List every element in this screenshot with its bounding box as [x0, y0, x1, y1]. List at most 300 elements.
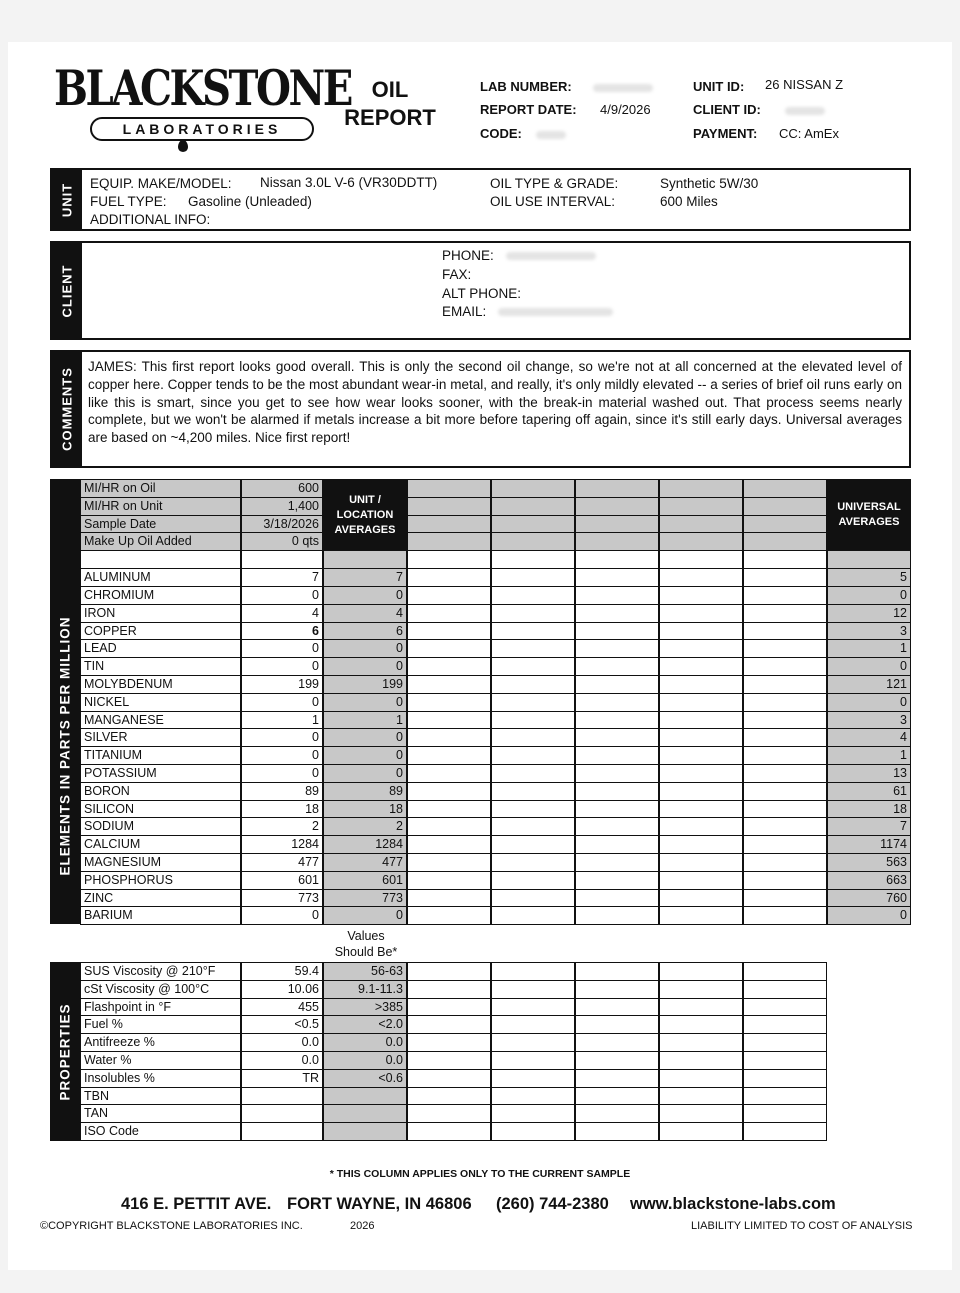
element-name: BORON [80, 782, 241, 801]
property-history-cell [575, 980, 659, 999]
property-history-cell [575, 962, 659, 981]
additional-info-label: ADDITIONAL INFO: [90, 212, 211, 227]
property-should-be: 9.1-11.3 [323, 980, 407, 999]
element-unit-average: 0 [323, 657, 407, 676]
element-history-cell [491, 693, 575, 712]
element-unit-average: 773 [323, 889, 407, 908]
element-value: 2 [241, 817, 323, 836]
element-history-cell [659, 604, 743, 623]
sample-history-cell [743, 497, 827, 516]
property-history-cell [743, 998, 827, 1017]
element-value: 0 [241, 586, 323, 605]
element-history-cell [575, 817, 659, 836]
element-history-cell [491, 728, 575, 747]
element-history-cell [575, 604, 659, 623]
payment-value: CC: AmEx [779, 126, 839, 141]
unit-side-label: UNIT [52, 170, 82, 229]
element-history-cell [575, 586, 659, 605]
property-name: Flashpoint in °F [80, 998, 241, 1017]
element-universal-average: 12 [827, 604, 911, 623]
client-side-label: CLIENT [52, 243, 82, 338]
element-history-cell [659, 782, 743, 801]
element-name: IRON [80, 604, 241, 623]
element-history-cell [407, 853, 491, 872]
element-history-cell [491, 871, 575, 890]
element-value: 4 [241, 604, 323, 623]
element-history-cell [575, 764, 659, 783]
element-name: ZINC [80, 889, 241, 908]
element-history-cell [659, 711, 743, 730]
property-history-cell [491, 1015, 575, 1034]
sample-info-label: Make Up Oil Added [80, 532, 241, 551]
property-should-be: 56-63 [323, 962, 407, 981]
sample-history-cell [491, 497, 575, 516]
element-unit-average: 6 [323, 622, 407, 641]
phone-row [442, 248, 596, 263]
element-history-cell [407, 586, 491, 605]
element-unit-average: 0 [323, 586, 407, 605]
element-name: NICKEL [80, 693, 241, 712]
footer-city: FORT WAYNE, IN 46806 [287, 1195, 472, 1213]
property-name: cSt Viscosity @ 100°C [80, 980, 241, 999]
client-id [693, 102, 825, 117]
element-value: 6 [241, 622, 323, 641]
element-history-cell [491, 817, 575, 836]
element-history-cell [407, 622, 491, 641]
element-history-cell [575, 711, 659, 730]
sample-history-cell [659, 515, 743, 534]
element-history-cell [743, 800, 827, 819]
element-history-cell [407, 693, 491, 712]
fuel-value: Gasoline (Unleaded) [188, 194, 312, 209]
sample-info-label: MI/HR on Oil [80, 479, 241, 498]
element-name: SODIUM [80, 817, 241, 836]
element-history-cell [491, 604, 575, 623]
sample-info-label: MI/HR on Unit [80, 497, 241, 516]
sample-history-cell [491, 479, 575, 498]
element-history-cell [659, 586, 743, 605]
element-universal-average: 13 [827, 764, 911, 783]
property-history-cell [575, 1015, 659, 1034]
element-value: 0 [241, 693, 323, 712]
equip-label: EQUIP. MAKE/MODEL: [90, 176, 232, 191]
element-history-cell [743, 817, 827, 836]
element-history-cell [407, 604, 491, 623]
property-history-cell [491, 1122, 575, 1141]
element-history-cell [659, 675, 743, 694]
property-name: SUS Viscosity @ 210°F [80, 962, 241, 981]
element-history-cell [491, 586, 575, 605]
comments-section [50, 350, 911, 468]
element-unit-average: 18 [323, 800, 407, 819]
element-history-cell [407, 639, 491, 658]
property-value: 59.4 [241, 962, 323, 981]
element-universal-average: 18 [827, 800, 911, 819]
sample-history-cell [491, 515, 575, 534]
element-unit-average: 0 [323, 746, 407, 765]
report-date [480, 102, 651, 117]
property-history-cell [743, 980, 827, 999]
footer-website[interactable]: www.blackstone-labs.com [630, 1195, 836, 1213]
property-history-cell [575, 1033, 659, 1052]
property-history-cell [575, 1104, 659, 1123]
sample-history-cell [407, 515, 491, 534]
property-history-cell [491, 998, 575, 1017]
element-history-cell [743, 675, 827, 694]
client-id-label: CLIENT ID: [693, 102, 761, 117]
element-unit-average: 4 [323, 604, 407, 623]
element-universal-average: 1174 [827, 835, 911, 854]
sample-info-value: 0 qts [241, 532, 323, 551]
element-history-cell [659, 906, 743, 925]
property-should-be: 0.0 [323, 1033, 407, 1052]
element-history-cell [743, 657, 827, 676]
spacer-cell [491, 550, 575, 569]
footer-phone: (260) 744-2380 [496, 1195, 609, 1213]
element-history-cell [575, 746, 659, 765]
property-history-cell [743, 1015, 827, 1034]
element-history-cell [575, 639, 659, 658]
element-name: CHROMIUM [80, 586, 241, 605]
element-unit-average: 1284 [323, 835, 407, 854]
element-unit-average: 2 [323, 817, 407, 836]
sample-history-cell [575, 532, 659, 551]
universal-averages-header: UNIVERSAL AVERAGES [827, 479, 911, 551]
property-history-cell [491, 1051, 575, 1070]
element-history-cell [659, 800, 743, 819]
element-value: 0 [241, 764, 323, 783]
element-value: 89 [241, 782, 323, 801]
redacted-email [498, 308, 613, 316]
property-should-be [323, 1104, 407, 1123]
element-name: CALCIUM [80, 835, 241, 854]
element-history-cell [491, 835, 575, 854]
oil-drop-icon [178, 140, 188, 152]
element-name: SILICON [80, 800, 241, 819]
email-row [442, 304, 613, 319]
spacer-cell [743, 550, 827, 569]
property-history-cell [659, 1122, 743, 1141]
unit-location-averages-header: UNIT / LOCATION AVERAGES [323, 479, 407, 551]
payment-label: PAYMENT: [693, 126, 758, 141]
code-label: CODE: [480, 126, 522, 141]
property-name: TAN [80, 1104, 241, 1123]
property-value: 0.0 [241, 1033, 323, 1052]
element-unit-average: 0 [323, 764, 407, 783]
property-history-cell [659, 1087, 743, 1106]
element-history-cell [491, 622, 575, 641]
property-history-cell [743, 1051, 827, 1070]
property-value: <0.5 [241, 1015, 323, 1034]
element-history-cell [659, 889, 743, 908]
property-history-cell [743, 1087, 827, 1106]
spacer-cell [659, 550, 743, 569]
element-universal-average: 3 [827, 711, 911, 730]
element-value: 0 [241, 906, 323, 925]
element-name: SILVER [80, 728, 241, 747]
element-history-cell [575, 782, 659, 801]
property-history-cell [659, 1104, 743, 1123]
element-history-cell [659, 693, 743, 712]
element-unit-average: 0 [323, 693, 407, 712]
values-should-be-header: Values Should Be* [334, 929, 398, 959]
element-history-cell [491, 906, 575, 925]
property-history-cell [407, 980, 491, 999]
lab-number [480, 79, 653, 94]
logo-subtitle: LABORATORIES [90, 117, 314, 141]
element-history-cell [407, 871, 491, 890]
element-history-cell [575, 675, 659, 694]
element-history-cell [491, 800, 575, 819]
property-history-cell [407, 1033, 491, 1052]
element-history-cell [407, 782, 491, 801]
element-unit-average: 0 [323, 906, 407, 925]
element-history-cell [491, 568, 575, 587]
property-history-cell [575, 998, 659, 1017]
element-history-cell [491, 657, 575, 676]
property-history-cell [743, 1122, 827, 1141]
redacted-code [536, 131, 566, 139]
property-history-cell [743, 1069, 827, 1088]
report-date-label: REPORT DATE: [480, 102, 577, 117]
element-name: BARIUM [80, 906, 241, 925]
property-history-cell [743, 1033, 827, 1052]
element-history-cell [407, 568, 491, 587]
property-history-cell [407, 1069, 491, 1088]
properties-side-label: PROPERTIES [50, 962, 80, 1141]
fax-label: FAX: [442, 267, 472, 282]
property-value: TR [241, 1069, 323, 1088]
element-history-cell [407, 764, 491, 783]
property-history-cell [743, 962, 827, 981]
element-universal-average: 121 [827, 675, 911, 694]
element-universal-average: 1 [827, 639, 911, 658]
element-value: 601 [241, 871, 323, 890]
email-label: EMAIL: [442, 304, 487, 319]
footer-address: 416 E. PETTIT AVE. [121, 1195, 272, 1213]
element-value: 0 [241, 728, 323, 747]
property-history-cell [491, 962, 575, 981]
sample-history-cell [575, 515, 659, 534]
property-should-be [323, 1122, 407, 1141]
element-universal-average: 563 [827, 853, 911, 872]
element-history-cell [491, 746, 575, 765]
sample-history-cell [743, 532, 827, 551]
element-history-cell [743, 906, 827, 925]
property-history-cell [659, 962, 743, 981]
element-history-cell [743, 693, 827, 712]
oil-interval-label: OIL USE INTERVAL: [490, 194, 616, 209]
footer-note: * THIS COLUMN APPLIES ONLY TO THE CURRENT SAMPLE [329, 1168, 631, 1180]
element-universal-average: 0 [827, 906, 911, 925]
property-value [241, 1087, 323, 1106]
equip-value: Nissan 3.0L V-6 (VR30DDTT) [260, 175, 438, 190]
element-value: 0 [241, 746, 323, 765]
element-history-cell [743, 835, 827, 854]
spacer-cell [407, 550, 491, 569]
sample-history-cell [407, 497, 491, 516]
property-history-cell [575, 1122, 659, 1141]
property-name: ISO Code [80, 1122, 241, 1141]
element-history-cell [743, 568, 827, 587]
element-universal-average: 5 [827, 568, 911, 587]
element-history-cell [407, 835, 491, 854]
element-history-cell [659, 568, 743, 587]
property-history-cell [491, 1033, 575, 1052]
element-history-cell [743, 622, 827, 641]
element-value: 0 [241, 639, 323, 658]
footer-copyright: ©COPYRIGHT BLACKSTONE LABORATORIES INC. [40, 1220, 303, 1232]
element-universal-average: 7 [827, 817, 911, 836]
element-unit-average: 89 [323, 782, 407, 801]
property-history-cell [659, 1051, 743, 1070]
redacted-client-id [785, 107, 825, 115]
element-name: TIN [80, 657, 241, 676]
property-value: 10.06 [241, 980, 323, 999]
element-history-cell [743, 871, 827, 890]
element-value: 7 [241, 568, 323, 587]
element-history-cell [407, 657, 491, 676]
sample-info-value: 600 [241, 479, 323, 498]
element-universal-average: 4 [827, 728, 911, 747]
element-history-cell [575, 800, 659, 819]
element-unit-average: 601 [323, 871, 407, 890]
element-history-cell [743, 853, 827, 872]
comments-text: JAMES: This first report looks good overall. This is only the second oil change, so we're not at all concerned at the elevated level of copper here. Copper tends to be the most abundant wear-in metal, and really, it's only mildly elevated -- a series of brief oil runs early on like this is smart, since you get to see how wear looks sooner, with the break-in material washed out. That process seems nearly complete, but we won't be alarmed if metals increase a bit more before tapering off again, since it's still early days. Universal averages are based on ~4,200 miles. Nice first report! [88, 359, 902, 446]
sample-history-cell [659, 497, 743, 516]
element-history-cell [659, 853, 743, 872]
element-history-cell [743, 604, 827, 623]
payment [693, 126, 839, 141]
property-should-be: <2.0 [323, 1015, 407, 1034]
sample-history-cell [743, 479, 827, 498]
property-history-cell [659, 1033, 743, 1052]
element-universal-average: 663 [827, 871, 911, 890]
spacer-cell [80, 550, 241, 569]
element-history-cell [575, 835, 659, 854]
sample-history-cell [659, 532, 743, 551]
element-name: TITANIUM [80, 746, 241, 765]
property-value [241, 1122, 323, 1141]
element-universal-average: 1 [827, 746, 911, 765]
element-history-cell [491, 764, 575, 783]
property-history-cell [575, 1051, 659, 1070]
element-history-cell [575, 568, 659, 587]
spacer-cell [241, 550, 323, 569]
property-history-cell [407, 1104, 491, 1123]
sample-history-cell [407, 479, 491, 498]
oil-interval-value: 600 Miles [660, 194, 718, 209]
sample-info-label: Sample Date [80, 515, 241, 534]
element-value: 18 [241, 800, 323, 819]
report-title-text: OIL REPORT [344, 77, 436, 130]
blackstone-logo [54, 59, 351, 154]
fuel-label: FUEL TYPE: [90, 194, 167, 209]
element-universal-average: 3 [827, 622, 911, 641]
element-name: COPPER [80, 622, 241, 641]
element-name: MANGANESE [80, 711, 241, 730]
property-name: Fuel % [80, 1015, 241, 1034]
oil-type-label: OIL TYPE & GRADE: [490, 176, 619, 191]
element-history-cell [659, 835, 743, 854]
property-history-cell [575, 1069, 659, 1088]
property-history-cell [407, 962, 491, 981]
element-value: 773 [241, 889, 323, 908]
element-history-cell [659, 657, 743, 676]
property-history-cell [575, 1087, 659, 1106]
element-history-cell [743, 586, 827, 605]
property-history-cell [491, 980, 575, 999]
element-history-cell [659, 817, 743, 836]
element-history-cell [659, 871, 743, 890]
phone-label: PHONE: [442, 248, 494, 263]
property-value: 0.0 [241, 1051, 323, 1070]
oil-type-value: Synthetic 5W/30 [660, 176, 759, 191]
element-history-cell [407, 906, 491, 925]
property-should-be [323, 1087, 407, 1106]
element-history-cell [659, 622, 743, 641]
alt-phone-label: ALT PHONE: [442, 286, 522, 301]
element-history-cell [407, 800, 491, 819]
report-title [340, 76, 440, 132]
element-unit-average: 0 [323, 728, 407, 747]
element-name: LEAD [80, 639, 241, 658]
unit-id-value: 26 NISSAN Z [765, 77, 844, 92]
footer-liability: LIABILITY LIMITED TO COST OF ANALYSIS [691, 1220, 913, 1232]
element-universal-average: 760 [827, 889, 911, 908]
property-should-be: 0.0 [323, 1051, 407, 1070]
element-history-cell [407, 746, 491, 765]
element-universal-average: 61 [827, 782, 911, 801]
property-history-cell [407, 1122, 491, 1141]
element-history-cell [743, 746, 827, 765]
element-history-cell [407, 728, 491, 747]
sample-history-cell [575, 497, 659, 516]
element-history-cell [659, 639, 743, 658]
property-value: 455 [241, 998, 323, 1017]
sample-info-value: 3/18/2026 [241, 515, 323, 534]
element-history-cell [491, 675, 575, 694]
report-date-value: 4/9/2026 [600, 102, 651, 117]
element-name: MOLYBDENUM [80, 675, 241, 694]
element-history-cell [659, 728, 743, 747]
element-name: POTASSIUM [80, 764, 241, 783]
element-history-cell [743, 764, 827, 783]
element-history-cell [659, 746, 743, 765]
sample-info-value: 1,400 [241, 497, 323, 516]
sample-history-cell [491, 532, 575, 551]
comments-side-label: COMMENTS [52, 352, 82, 466]
element-history-cell [743, 782, 827, 801]
element-history-cell [575, 871, 659, 890]
element-history-cell [407, 889, 491, 908]
element-history-cell [407, 711, 491, 730]
property-name: Antifreeze % [80, 1033, 241, 1052]
unit-id [693, 77, 844, 94]
redacted-phone [506, 252, 596, 260]
element-name: ALUMINUM [80, 568, 241, 587]
element-unit-average: 477 [323, 853, 407, 872]
element-name: MAGNESIUM [80, 853, 241, 872]
element-history-cell [575, 728, 659, 747]
element-value: 477 [241, 853, 323, 872]
property-name: TBN [80, 1087, 241, 1106]
element-history-cell [491, 782, 575, 801]
element-history-cell [575, 906, 659, 925]
property-history-cell [407, 998, 491, 1017]
property-history-cell [491, 1104, 575, 1123]
spacer-cell [575, 550, 659, 569]
